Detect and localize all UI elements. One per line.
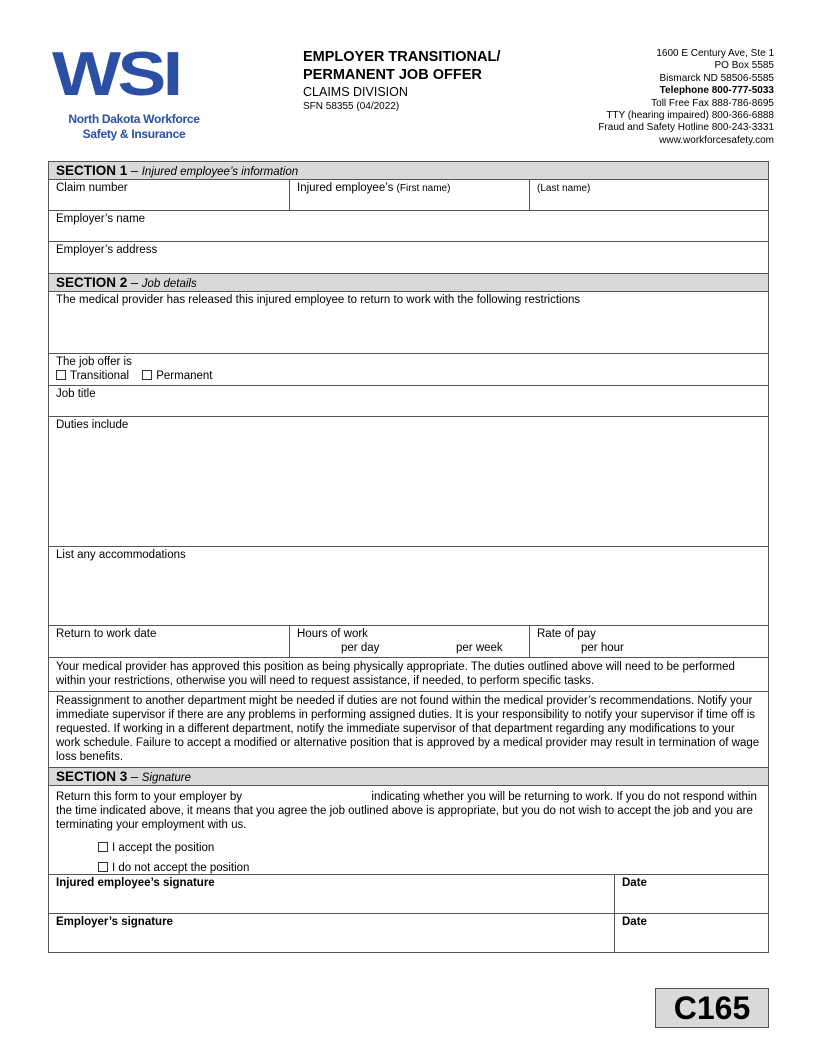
permanent-label: Permanent: [156, 370, 213, 382]
section-1-header: [49, 162, 768, 180]
employer-name-label: Employer’s name: [56, 213, 146, 225]
employer-address-row: [49, 242, 768, 274]
section-3-subtitle: Signature: [141, 772, 191, 784]
employee-signature-field[interactable]: [49, 875, 614, 913]
decline-label: I do not accept the position: [112, 862, 250, 874]
duties-label: Duties include: [56, 419, 129, 431]
rate-field[interactable]: [529, 626, 768, 657]
section-2-dash: –: [127, 275, 142, 290]
employer-signature-label: Employer’s signature: [56, 916, 173, 928]
employer-address-field[interactable]: [49, 242, 768, 273]
accommodations-label: List any accommodations: [56, 549, 186, 561]
section-2-subtitle: Job details: [141, 278, 197, 290]
employer-address-label: Employer’s address: [56, 244, 158, 256]
return-instructions: [49, 786, 768, 834]
job-offer-row: [49, 354, 768, 386]
tty: TTY (hearing impaired) 800-366-6888: [606, 110, 774, 122]
employer-signature-field[interactable]: [49, 914, 614, 952]
fax: Toll Free Fax 888-786-8695: [651, 97, 774, 109]
section-1-subtitle: Injured employee’s information: [141, 166, 299, 178]
hours-field[interactable]: [289, 626, 529, 657]
address-line2: PO Box 5585: [714, 60, 774, 72]
employee-date-label: Date: [622, 877, 647, 889]
employer-date-label: Date: [622, 916, 647, 928]
accommodations-row: [49, 547, 768, 626]
return-text-b: indicating whether you will be returning to work. If you do not respond within the time indicated above, it means that you agree the job outlined above is appropriate, but you do not wish to accept the job and you are terminating your employment with us.: [56, 791, 757, 831]
accept-label: I accept the position: [112, 842, 215, 854]
claim-name-row: [49, 180, 768, 211]
job-title-row: [49, 386, 768, 417]
section-3-dash: –: [127, 769, 142, 784]
job-title-label: Job title: [56, 388, 96, 400]
address-line3: Bismarck ND 58506-5585: [659, 72, 774, 84]
duties-row: [49, 417, 768, 547]
section-2-header: [49, 274, 768, 292]
per-week-label: per week: [456, 642, 503, 654]
notice-1-row: [49, 658, 768, 692]
transitional-label: Transitional: [70, 370, 130, 382]
return-date-field[interactable]: [49, 626, 289, 657]
section-3-header: [49, 768, 768, 786]
section-1-title: SECTION 1: [56, 163, 128, 178]
accept-checkbox[interactable]: [98, 842, 108, 852]
employee-name-label: Injured employee’s: [297, 182, 394, 194]
return-text-a: Return this form to your employer by: [56, 791, 242, 803]
job-offer-cell: [49, 354, 768, 385]
employer-name-row: [49, 211, 768, 242]
restrictions-field[interactable]: [49, 292, 768, 353]
form-title-line2: PERMANENT JOB OFFER: [303, 67, 482, 83]
return-instructions-row: [49, 786, 768, 875]
return-instructions-cell: [49, 786, 768, 874]
notice-1: Your medical provider has approved this position as being physically appropriate. The duties outlined above will need to be performed within your restrictions, otherwise you will need to request assistance, if needed, to perform specific tasks.: [56, 661, 735, 687]
job-title-field[interactable]: [49, 386, 768, 416]
job-offer-form: [48, 161, 769, 953]
form-title-block: [303, 48, 500, 113]
decline-checkbox[interactable]: [98, 862, 108, 872]
employee-signature-label: Injured employee’s signature: [56, 877, 215, 889]
first-name-field[interactable]: [289, 180, 529, 210]
telephone: Telephone 800-777-5033: [659, 85, 774, 97]
section-1-dash: –: [127, 163, 142, 178]
division-label: CLAIMS DIVISION: [303, 85, 408, 99]
notice-2-row: [49, 692, 768, 768]
contact-block: [598, 48, 774, 147]
website: www.workforcesafety.com: [659, 134, 774, 146]
notice-2: Reassignment to another department might be needed if duties are not found within the medical provider’s recommendations. Notify your immediate supervisor if there are any problems in performing assigned duties. It is your responsibility to notify your supervisor if time off is requested. If working in a different department, notify the immediate supervisor of that department regarding any modifications to your work schedule. Failure to accept a modified or alternative position that is approved by a medical provider may result in termination of wage loss benefits.: [56, 695, 760, 763]
per-day-label: per day: [341, 642, 380, 654]
employer-name-field[interactable]: [49, 211, 768, 241]
return-date-label: Return to work date: [56, 628, 157, 640]
job-offer-label: The job offer is: [56, 356, 132, 368]
employee-date-field[interactable]: [614, 875, 768, 913]
restrictions-label: The medical provider has released this injured employee to return to work with the following restrictions: [56, 294, 581, 306]
restrictions-row: [49, 292, 768, 354]
wsi-logo: [52, 40, 222, 142]
claim-number-label: Claim number: [56, 182, 128, 194]
permanent-checkbox[interactable]: [142, 370, 152, 380]
claim-number-field[interactable]: [49, 180, 289, 210]
accommodations-field[interactable]: [49, 547, 768, 625]
logo-subtitle-line2: Safety & Insurance: [82, 127, 186, 141]
section-2-title: SECTION 2: [56, 275, 128, 290]
address-line1: 1600 E Century Ave, Ste 1: [656, 48, 774, 59]
hotline: Fraud and Safety Hotline 800-243-3331: [598, 122, 774, 134]
first-name-label: (First name): [396, 183, 451, 194]
form-title-line1: EMPLOYER TRANSITIONAL/: [303, 49, 501, 65]
section-3-title: SECTION 3: [56, 769, 128, 784]
transitional-checkbox[interactable]: [56, 370, 66, 380]
sfn-label: SFN 58355 (04/2022): [303, 101, 400, 112]
logo-subtitle-line1: North Dakota Workforce: [68, 112, 200, 126]
rate-label: Rate of pay: [537, 628, 596, 640]
employee-signature-row: [49, 875, 768, 914]
logo-subtitle: [52, 112, 216, 142]
schedule-row: [49, 626, 768, 658]
last-name-label: (Last name): [537, 183, 591, 194]
employer-date-field[interactable]: [614, 914, 768, 952]
last-name-field[interactable]: [529, 180, 768, 210]
logo-mark: WSI: [52, 40, 180, 109]
hours-label: Hours of work: [297, 628, 368, 640]
per-hour-label: per hour: [581, 642, 624, 654]
employer-signature-row: [49, 914, 768, 952]
form-code-box: C165: [655, 988, 769, 1028]
duties-field[interactable]: [49, 417, 768, 546]
